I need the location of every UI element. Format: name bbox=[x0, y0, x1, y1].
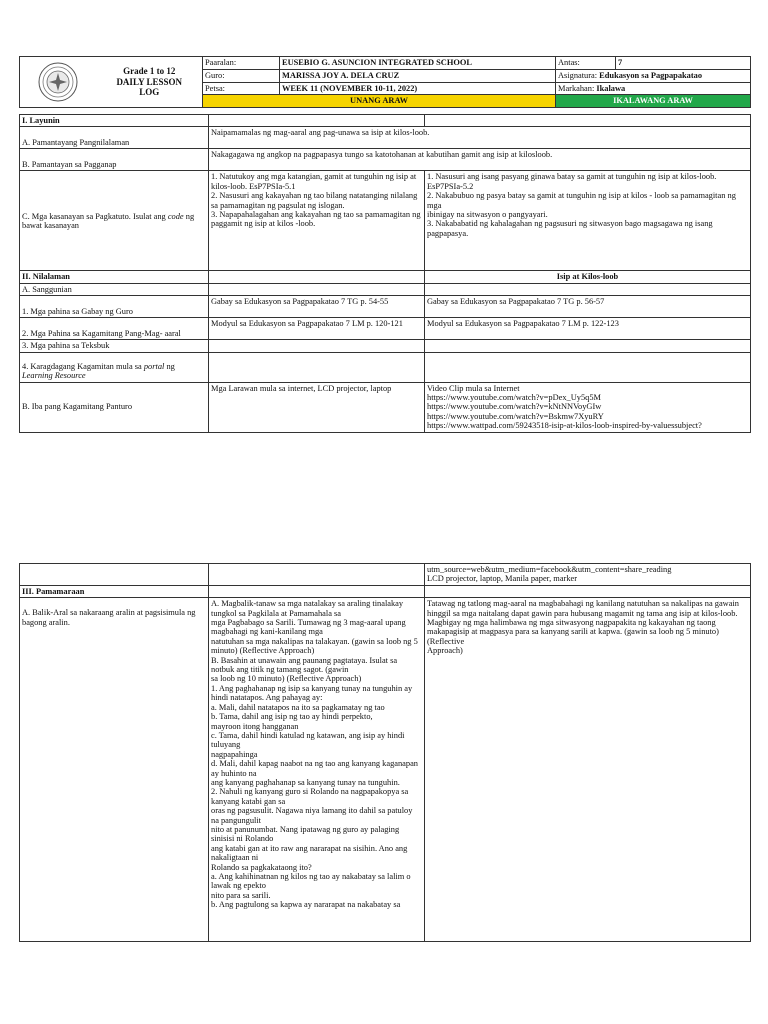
row-label-part: C. Mga kasanayan sa Pagkatuto. Isulat ang bbox=[22, 211, 168, 221]
antas-value: 7 bbox=[616, 57, 751, 70]
row-label bbox=[20, 352, 209, 382]
empty-cell bbox=[209, 585, 425, 597]
empty-cell bbox=[209, 115, 425, 127]
nilalaman-topic: Isip at Kilos-loob bbox=[425, 271, 751, 283]
dll-title-line-3: LOG bbox=[139, 87, 160, 98]
petsa-value: WEEK 11 (NOVEMBER 10-11, 2022) bbox=[280, 82, 556, 95]
row-label: 1. Mga pahina sa Gabay ng Guro bbox=[20, 296, 209, 318]
section-pamamaraan: III. Pamamaraan bbox=[20, 585, 209, 597]
unang-araw-header: UNANG ARAW bbox=[203, 95, 556, 108]
ikalawang-araw-lm: Modyul sa Edukasyon sa Pagpapakatao 7 LM p. 122-123 bbox=[425, 318, 751, 340]
markahan-label: Markahan: bbox=[558, 83, 595, 93]
markahan-cell bbox=[556, 82, 751, 95]
paaralan-label: Paaralan: bbox=[203, 57, 280, 70]
row-label: B. Iba pang Kagamitang Panturo bbox=[20, 382, 209, 432]
empty-cell bbox=[425, 283, 751, 295]
lesson-table-2 bbox=[19, 563, 751, 942]
section-layunin: I. Layunin bbox=[20, 115, 209, 127]
dll-title bbox=[97, 57, 203, 108]
row-label: 2. Mga Pahina sa Kagamitang Pang-Mag- aaral bbox=[20, 318, 209, 340]
unang-araw-kasanayan: 1. Natutukoy ang mga katangian, gamit at tunguhin ng isip at kilos-loob. EsP7PSIa-5.1 2. Nasusuri ang kakayahan ng tao bilang natatanging nilalang sa pamamagitan ng pagsulat ng islogan. 3. Napapahalagahan ang kakayahan ng tao sa pamamagitan ng paggamit ng isip at kilos -loob. bbox=[209, 171, 425, 271]
table-row bbox=[20, 382, 751, 432]
row-label-part: ng bawat kasanayan bbox=[22, 211, 195, 230]
empty-cell bbox=[209, 271, 425, 283]
row-label-part: ng bbox=[164, 361, 175, 371]
table-row bbox=[20, 127, 751, 149]
row-label-italic: Learning Resource bbox=[22, 371, 86, 381]
lesson-table-1 bbox=[19, 114, 751, 433]
empty-cell bbox=[209, 352, 425, 382]
table-row bbox=[20, 352, 751, 382]
table-row bbox=[20, 585, 751, 597]
header-table bbox=[19, 56, 751, 108]
ikalawang-araw-kagamitan-cont: utm_source=web&utm_medium=facebook&utm_content=share_reading LCD projector, laptop, Manila paper, marker bbox=[425, 564, 751, 586]
ikalawang-araw-kagamitan: Video Clip mula sa Internet https://www.youtube.com/watch?v=pDex_Uy5q5M https://www.youtube.com/watch?v=kNtNNVoyGIw https://www.youtube.com/watch?v=Bskmw7XyuRY https://www.wattpad.com/59243518-isip-at-kilos-loob-inspired-by-valuessubject? bbox=[425, 382, 751, 432]
asignatura-value: Edukasyon sa Pagpapakatao bbox=[599, 70, 703, 80]
row-label-italic: code bbox=[167, 211, 184, 221]
ikalawang-araw-balik-aral: Tatawag ng tatlong mag-aaral na magbabahagi ng kanilang natutuhan sa nakalipas na gawain hinggil sa mga naitalang dapat gawin para hubusang magamit ng tama ang isip at kilos-loob. Magbigay ng mga halimbawa ng mga sitwasyong nagpapakita ng kakayahan ng taong makapagisip at magpasya para sa kanyang sarili at kapwa. (gawin sa loob ng 5 minuto) (Reflective Approach) bbox=[425, 598, 751, 942]
empty-cell bbox=[20, 564, 209, 586]
table-row bbox=[20, 564, 751, 586]
section-nilalaman: II. Nilalaman bbox=[20, 271, 209, 283]
unang-araw-kagamitan: Mga Larawan mula sa internet, LCD projector, laptop bbox=[209, 382, 425, 432]
markahan-value: Ikalawa bbox=[596, 83, 626, 93]
row-label-italic: portal bbox=[143, 361, 165, 371]
dll-title-line-1: Grade 1 to 12 bbox=[123, 66, 176, 77]
asignatura-label: Asignatura: bbox=[558, 70, 598, 80]
empty-cell bbox=[425, 115, 751, 127]
row-span-text: Naipamamalas ng mag-aaral ang pag-unawa sa isip at kilos-loob. bbox=[209, 127, 751, 149]
antas-label: Antas: bbox=[556, 57, 616, 70]
asignatura-cell bbox=[556, 69, 751, 82]
table-row bbox=[20, 296, 751, 318]
empty-cell bbox=[425, 585, 751, 597]
row-label: 3. Mga pahina sa Teksbuk bbox=[20, 340, 209, 352]
unang-araw-lm: Modyul sa Edukasyon sa Pagpapakatao 7 LM p. 120-121 bbox=[209, 318, 425, 340]
table-row bbox=[20, 171, 751, 271]
guro-label: Guro: bbox=[203, 69, 280, 82]
ikalawang-araw-tg: Gabay sa Edukasyon sa Pagpapakatao 7 TG p. 56-57 bbox=[425, 296, 751, 318]
empty-cell bbox=[209, 564, 425, 586]
deped-seal-cell bbox=[20, 57, 97, 108]
table-row bbox=[20, 340, 751, 352]
row-label bbox=[20, 171, 209, 271]
guro-value: MARISSA JOY A. DELA CRUZ bbox=[280, 69, 556, 82]
table-row bbox=[20, 318, 751, 340]
table-row bbox=[20, 598, 751, 942]
ikalawang-araw-header: IKALAWANG ARAW bbox=[556, 95, 751, 108]
table-row bbox=[20, 271, 751, 283]
table-row bbox=[20, 149, 751, 171]
row-label-part: 4. Karagdagang Kagamitan mula sa bbox=[22, 361, 144, 371]
table-row bbox=[20, 283, 751, 295]
row-span-text: Nakagagawa ng angkop na pagpapasya tungo sa katotohanan at kabutihan gamit ang isip at kilosloob. bbox=[209, 149, 751, 171]
unang-araw-balik-aral: A. Magbalik-tanaw sa mga natalakay sa araling tinalakay tungkol sa Pagkilala at Pamamahala sa mga Pagbabago sa Sarili. Tumawag ng 3 mag-aaral upang magbahagi ng kani-kanilang mga natutuhan sa mga nakalipas na talakayan. (gawin sa loob ng 5 minuto) (Reflective Approach) B. Basahin at unawain ang paunang pagtataya. Isulat sa notbuk ang titik ng tamang sagot. (gawin sa loob ng 10 minuto) (Reflective Approach) 1. Ang paghahanap ng isip sa kanyang tunay na tunguhin ay hindi natatapos. Ang pahayag ay: a. Mali, dahil natatapos na ito sa pagkamatay ng tao b. Tama, dahil ang isip ng tao ay hindi perpekto, mayroon itong hangganan c. Tama, dahil hindi katulad ng katawan, ang isip ay hindi tuluyang nagpapahinga d. Mali, dahil kapag naabot na ng tao ang kanyang kaganapan ay huhinto na ang kanyang paghahanap sa kanyang tunay na tunguhin. 2. Nahuli ng kanyang guro si Rolando na nagpapakopya sa kanyang katabi gan sa oras ng pagsusulit. Nagawa niya lamang ito dahil sa patuloy na pangungulit nito at panunumbat. Nang ipatawag ng guro ay palaging sinisisi ni Rolando ang katabi gan at ito raw ang nararapat na sisihin. Ano ang nakaligtaan ni Rolando sa pagkakataong ito? a. Ang kahihinatnan ng kilos ng tao ay nakabatay sa lalim o lawak ng epekto nito para sa sarili. b. Ang pagtulong sa kapwa ay nararapat na nakabatay sa bbox=[209, 598, 425, 942]
paaralan-value: EUSEBIO G. ASUNCION INTEGRATED SCHOOL bbox=[280, 57, 556, 70]
empty-cell bbox=[425, 340, 751, 352]
table-row bbox=[20, 115, 751, 127]
deped-seal-icon bbox=[38, 62, 78, 102]
row-label: A. Balik-Aral sa nakaraang aralin at pagsisimula ng bagong aralin. bbox=[20, 598, 209, 942]
petsa-label: Petsa: bbox=[203, 82, 280, 95]
empty-cell bbox=[209, 283, 425, 295]
row-label: B. Pamantayan sa Pagganap bbox=[20, 149, 209, 171]
dll-title-line-2: DAILY LESSON bbox=[116, 76, 183, 87]
ikalawang-araw-kasanayan: 1. Nasusuri ang isang pasyang ginawa batay sa gamit at tunguhin ng isip at kilos-loob. EsP7PSIa-5.2 2. Nakabubuo ng pasya batay sa gamit at tunguhin ng isip at kilos - loob sa pamamagitan ng mga ibinigay na sitwasyon o pangyayari. 3. Nakababatid ng kahalagahan ng pagsusuri ng sitwasyon bago magsagawa ng isang pagpapasya. bbox=[425, 171, 751, 271]
row-label: A. Pamantayang Pangnilalaman bbox=[20, 127, 209, 149]
row-label: A. Sanggunian bbox=[20, 283, 209, 295]
empty-cell bbox=[209, 340, 425, 352]
unang-araw-tg: Gabay sa Edukasyon sa Pagpapakatao 7 TG p. 54-55 bbox=[209, 296, 425, 318]
empty-cell bbox=[425, 352, 751, 382]
